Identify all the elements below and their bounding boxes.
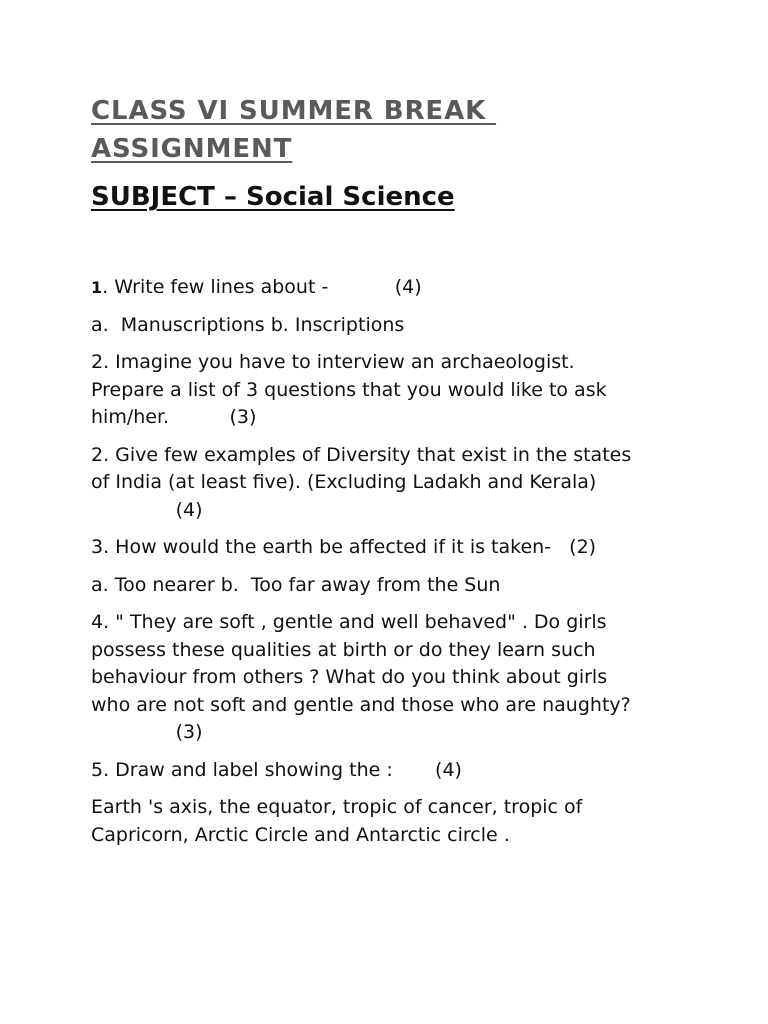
question-2-interview: 2. Imagine you have to interview an archaeologist. Prepare a list of 3 questions that you would like to ask him/her. (3) <box>91 351 607 428</box>
question-5: 5. Draw and label showing the : (4) <box>91 758 462 781</box>
assignment-page <box>91 92 691 859</box>
question-1-text: . Write few lines about - (4) <box>102 276 422 298</box>
question-3-options: a. Too nearer b. Too far away from the Sun <box>91 573 501 596</box>
question-list <box>91 274 691 849</box>
question-4: 4. " They are soft , gentle and well behaved" . Do girls possess these qualities at birth or do they learn such behaviour from others ? What do you think about girls who are not soft and gentle and those who are naughty? (3) <box>91 611 631 743</box>
subject-heading: SUBJECT – Social Science <box>91 182 455 212</box>
question-1 <box>91 274 691 302</box>
question-5-details: Earth 's axis, the equator, tropic of cancer, tropic of Capricorn, Arctic Circle and Antarctic circle . <box>91 796 583 846</box>
question-1-number: 1 <box>91 278 103 297</box>
question-3: 3. How would the earth be affected if it is taken- (2) <box>91 536 597 558</box>
assignment-title: CLASS VI SUMMER BREAK ASSIGNMENT <box>91 96 497 164</box>
question-2-diversity: 2. Give few examples of Diversity that exist in the states of India (at least five). (Excluding Ladakh and Kerala) (4) <box>91 443 632 521</box>
question-1-options: a. Manuscriptions b. Inscriptions <box>91 313 405 336</box>
